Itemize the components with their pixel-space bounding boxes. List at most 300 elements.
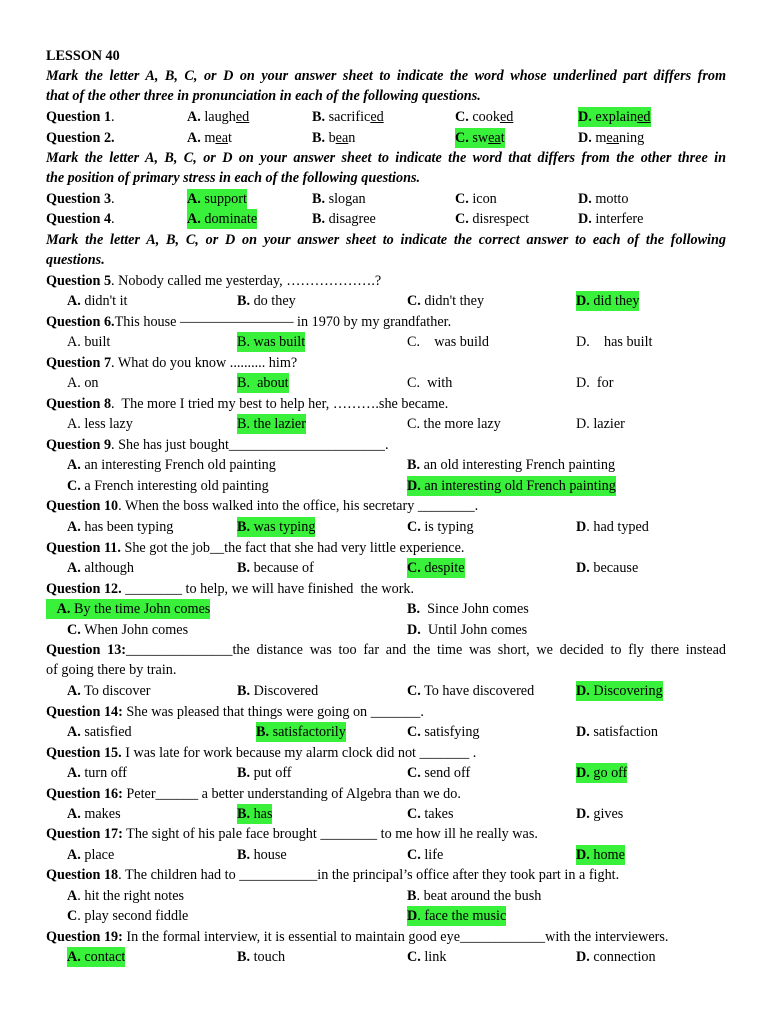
text-run: C. was build: [407, 334, 489, 350]
text-run: m: [200, 130, 216, 146]
text-run: explain: [591, 109, 638, 125]
line-text: [67, 722, 132, 742]
text-run: didn't it: [80, 293, 128, 309]
text-run: touch: [250, 949, 286, 965]
text-run: sacrific: [325, 109, 371, 125]
answer-option: [407, 620, 527, 640]
highlighted-answer: [187, 189, 247, 209]
text-line: [0, 148, 768, 168]
answer-option: [407, 599, 529, 619]
line-text: [46, 496, 478, 516]
text-run: m: [591, 130, 607, 146]
line-text: [46, 46, 120, 66]
text-run: D: [576, 519, 587, 535]
text-run: B.: [312, 191, 326, 207]
text-run: ea: [335, 130, 349, 146]
text-run: A.: [67, 293, 81, 309]
text-run: an interesting French old painting: [80, 457, 276, 473]
text-run: D. has built: [576, 334, 653, 350]
text-line: [0, 743, 768, 763]
text-run: b: [325, 130, 336, 146]
text-run: connection: [589, 949, 656, 965]
answer-option: [455, 107, 513, 127]
text-run: C.: [407, 724, 421, 740]
text-line: [0, 209, 768, 229]
text-run: Question 8: [46, 396, 112, 412]
highlighted-answer: [237, 804, 272, 824]
text-run: t: [228, 130, 232, 146]
line-text: [46, 189, 115, 209]
line-text: [46, 107, 115, 127]
text-line: [0, 640, 768, 660]
text-run: Question 6.: [46, 314, 115, 330]
text-run: C.: [67, 622, 81, 638]
text-run: cook: [468, 109, 500, 125]
text-run: B.: [312, 130, 326, 146]
highlighted-answer: [187, 209, 257, 229]
text-line: [0, 455, 768, 475]
text-run: B.: [407, 457, 421, 473]
text-run: .: [111, 191, 115, 207]
text-run: satisfactorily: [269, 724, 346, 740]
text-run: Question 19:: [46, 929, 123, 945]
text-run: ________ to help, we will have finished the work.: [121, 581, 415, 597]
line-text: [67, 476, 269, 496]
line-text: [46, 250, 105, 270]
line-text: [46, 865, 619, 885]
text-run: C.: [67, 478, 81, 494]
line-text: [46, 660, 176, 680]
line-text: [67, 906, 188, 926]
text-run: D.: [578, 109, 592, 125]
text-line: [0, 291, 768, 311]
text-run: A. built: [67, 334, 111, 350]
line-text: [67, 763, 127, 783]
text-line: [0, 784, 768, 804]
text-run: ed: [499, 109, 514, 125]
text-run: C.: [455, 191, 469, 207]
line-text: [46, 743, 476, 763]
text-run: I was late for work because my alarm clock did not _______ .: [121, 745, 477, 761]
text-line: [0, 538, 768, 558]
text-line: [0, 168, 768, 188]
text-run: Question 10: [46, 498, 119, 514]
text-run: Question 12.: [46, 581, 122, 597]
answer-option: [237, 947, 285, 967]
text-run: Question 14:: [46, 704, 123, 720]
line-text: [46, 927, 668, 947]
highlighted-answer: [576, 681, 663, 701]
text-run: B.: [237, 765, 251, 781]
line-text: [46, 230, 726, 250]
highlighted-answer: [576, 845, 625, 865]
highlighted-answer: [455, 128, 505, 148]
line-text: [67, 558, 134, 578]
text-run: B.: [237, 949, 251, 965]
line-text: [67, 620, 188, 640]
text-run: Question 2.: [46, 130, 115, 146]
answer-option: [578, 128, 644, 148]
text-line: [0, 804, 768, 824]
text-line: [0, 886, 768, 906]
text-run: B.: [237, 560, 251, 576]
text-run: A.: [187, 109, 201, 125]
text-run: support: [200, 191, 247, 207]
answer-option: [407, 845, 443, 865]
answer-option: [578, 189, 628, 209]
answer-option: [576, 373, 613, 393]
answer-option: [407, 886, 541, 906]
text-run: D. for: [576, 375, 614, 391]
text-run: Question 7: [46, 355, 112, 371]
text-line: [0, 824, 768, 844]
text-run: put off: [250, 765, 292, 781]
text-run: icon: [468, 191, 497, 207]
text-line: [0, 681, 768, 701]
answer-option: [576, 332, 652, 352]
text-run: When John comes: [80, 622, 189, 638]
text-line: [0, 394, 768, 414]
text-run: ning: [619, 130, 645, 146]
text-line: [0, 332, 768, 352]
text-line: [0, 906, 768, 926]
highlighted-answer: [46, 599, 210, 619]
answer-option: [455, 209, 529, 229]
text-run: has: [250, 806, 273, 822]
text-run: . had typed: [586, 519, 649, 535]
text-run: A.: [67, 949, 81, 965]
text-run: house: [250, 847, 287, 863]
text-run: Until John comes: [420, 622, 528, 638]
text-run: motto: [591, 191, 629, 207]
line-text: [46, 579, 414, 599]
answer-option: [407, 455, 615, 475]
highlighted-answer: [576, 763, 627, 783]
text-run: B.: [237, 293, 251, 309]
text-run: D.: [578, 130, 592, 146]
text-run: ea: [215, 130, 228, 146]
text-run: D.: [578, 191, 592, 207]
line-text: [46, 271, 381, 291]
answer-option: [312, 128, 355, 148]
text-line: [0, 189, 768, 209]
answer-option: [576, 558, 638, 578]
text-run: go off: [589, 765, 628, 781]
text-run: D.: [576, 293, 590, 309]
text-run: B.: [237, 806, 251, 822]
answer-option: [455, 189, 497, 209]
text-run: In the formal interview, it is essential to maintain good eye____________with the interviewers.: [122, 929, 669, 945]
text-run: C.: [407, 847, 421, 863]
line-text: [67, 291, 128, 311]
answer-option: [312, 209, 376, 229]
text-run: n: [348, 130, 356, 146]
answer-option: [407, 763, 470, 783]
line-text: [67, 517, 173, 537]
text-run: . play second fiddle: [77, 908, 189, 924]
line-text: [67, 681, 150, 701]
text-run: Question 5: [46, 273, 112, 289]
text-run: Question 11.: [46, 540, 121, 556]
text-run: t: [500, 130, 505, 146]
text-run: C.: [407, 519, 421, 535]
answer-option: [237, 845, 287, 865]
answer-option: [576, 414, 625, 434]
line-text: [46, 435, 389, 455]
text-run: D.: [578, 211, 592, 227]
line-text: [67, 886, 184, 906]
text-run: D.: [576, 765, 590, 781]
text-run: ed: [370, 109, 384, 125]
text-run: To have discovered: [420, 683, 535, 699]
text-run: She was pleased that things were going on _______.: [122, 704, 424, 720]
text-run: B.: [312, 211, 326, 227]
text-run: . What do you know .......... him?: [111, 355, 298, 371]
highlighted-answer: [237, 414, 306, 434]
text-run: C.: [407, 949, 421, 965]
text-run: A.: [67, 806, 81, 822]
text-run: . Nobody called me yesterday, ……………….?: [111, 273, 382, 289]
text-line: [0, 312, 768, 332]
text-line: [0, 947, 768, 967]
text-run: takes: [420, 806, 454, 822]
text-run: LESSON 40: [46, 48, 120, 64]
text-run: . She has just bought______________________.: [111, 437, 389, 453]
text-run: The sight of his pale face brought ________ to me how ill he really was.: [122, 826, 538, 842]
text-run: place: [80, 847, 115, 863]
text-run: an interesting old French painting: [420, 478, 616, 494]
text-run: sw: [468, 130, 489, 146]
text-run: C.: [407, 560, 421, 576]
answer-option: [187, 107, 249, 127]
text-run: was typing: [250, 519, 316, 535]
answer-option: [237, 558, 314, 578]
highlighted-answer: [407, 558, 465, 578]
text-run: Mark the letter A, B, C, or D on your answer sheet to indicate the correct answer to each of the following: [46, 232, 726, 248]
line-text: [46, 86, 481, 106]
text-run: C.: [455, 109, 469, 125]
text-run: B: [407, 888, 417, 904]
line-text: [46, 538, 464, 558]
text-run: life: [420, 847, 444, 863]
highlighted-answer: [256, 722, 346, 742]
text-run: gives: [589, 806, 624, 822]
text-run: A.: [67, 847, 81, 863]
text-run: Question 18: [46, 867, 119, 883]
text-run: C.: [407, 683, 421, 699]
text-line: [0, 517, 768, 537]
text-run: A.: [56, 601, 71, 617]
text-run: . hit the right notes: [77, 888, 185, 904]
line-text: [67, 845, 114, 865]
text-run: turn off: [80, 765, 128, 781]
highlighted-answer: [237, 332, 305, 352]
text-run: contact: [80, 949, 126, 965]
answer-option: [407, 291, 484, 311]
text-run: B. was built: [237, 334, 306, 350]
text-run: has been typing: [80, 519, 174, 535]
text-run: . The more I tried my best to help her, ……….she became.: [111, 396, 449, 412]
text-run: Question 16:: [46, 786, 123, 802]
text-run: Question 15.: [46, 745, 122, 761]
text-run: D.: [576, 949, 590, 965]
text-run: D.: [407, 478, 421, 494]
text-run: A. less lazy: [67, 416, 133, 432]
line-text: [46, 784, 461, 804]
text-run: Question 1: [46, 109, 112, 125]
text-run: Peter______ a better understanding of Algebra than we do.: [122, 786, 461, 802]
text-run: C. the more lazy: [407, 416, 501, 432]
text-run: Question 9: [46, 437, 112, 453]
text-run: A. on: [67, 375, 99, 391]
text-run: . face the music: [417, 908, 507, 924]
answer-option: [407, 373, 452, 393]
text-line: [0, 271, 768, 291]
text-run: Question 17:: [46, 826, 123, 842]
text-run: questions.: [46, 252, 105, 268]
text-run: D: [407, 908, 418, 924]
text-run: Mark the letter A, B, C, or D on your answer sheet to indicate the word whose underlined part differs from: [46, 68, 726, 84]
text-line: [0, 353, 768, 373]
answer-option: [407, 722, 480, 742]
text-line: [0, 86, 768, 106]
text-run: do they: [250, 293, 296, 309]
line-text: [67, 455, 276, 475]
line-text: [46, 702, 424, 722]
text-run: an old interesting French painting: [420, 457, 616, 473]
text-run: C.: [407, 293, 421, 309]
text-line: [0, 230, 768, 250]
text-run: B. the lazier: [237, 416, 306, 432]
text-line: [0, 414, 768, 434]
text-run: Question 3: [46, 191, 112, 207]
highlighted-answer: [237, 373, 289, 393]
text-line: [0, 927, 768, 947]
text-run: A.: [67, 519, 81, 535]
text-line: [0, 845, 768, 865]
text-run: satisfied: [80, 724, 132, 740]
text-run: D.: [576, 806, 590, 822]
highlighted-answer: [67, 947, 125, 967]
text-run: She got the job__the fact that she had very little experience.: [120, 540, 465, 556]
text-run: ed: [637, 109, 651, 125]
text-run: B.: [312, 109, 326, 125]
answer-option: [578, 209, 643, 229]
line-text: [67, 373, 99, 393]
text-run: Question 4: [46, 211, 112, 227]
text-run: satisfaction: [589, 724, 658, 740]
text-run: ea: [606, 130, 619, 146]
text-run: ea: [488, 130, 501, 146]
text-run: satisfying: [420, 724, 480, 740]
text-run: although: [80, 560, 134, 576]
text-run: A.: [187, 191, 201, 207]
text-run: disrespect: [468, 211, 530, 227]
answer-option: [407, 517, 474, 537]
text-run: A.: [67, 683, 81, 699]
text-run: the position of primary stress in each of the following questions.: [46, 170, 421, 186]
text-run: This house ———————— in 1970 by my grandfather.: [114, 314, 452, 330]
text-run: a French interesting old painting: [80, 478, 269, 494]
text-line: [0, 722, 768, 742]
answer-option: [407, 804, 454, 824]
text-run: A.: [187, 211, 201, 227]
text-line: [0, 599, 768, 619]
text-line: [0, 66, 768, 86]
line-text: [46, 148, 726, 168]
text-run: To discover: [80, 683, 151, 699]
text-run: A.: [67, 457, 81, 473]
text-run: interfere: [591, 211, 644, 227]
line-text: [46, 168, 420, 188]
line-text: [46, 394, 448, 414]
text-run: B.: [237, 683, 251, 699]
text-run: D.: [576, 560, 590, 576]
text-run: because of: [250, 560, 314, 576]
line-text: [67, 332, 110, 352]
line-text: [46, 353, 297, 373]
text-run: D.: [576, 847, 590, 863]
answer-option: [407, 332, 489, 352]
text-run: because: [589, 560, 639, 576]
text-run: B.: [237, 519, 251, 535]
text-run: B. about: [237, 375, 289, 391]
text-run: A.: [67, 560, 81, 576]
text-line: [0, 107, 768, 127]
text-run: C. with: [407, 375, 453, 391]
answer-option: [312, 107, 384, 127]
text-run: Since John comes: [420, 601, 529, 617]
text-run: . When the boss walked into the office, his secretary ________.: [118, 498, 479, 514]
text-run: slogan: [325, 191, 366, 207]
text-line: [0, 620, 768, 640]
highlighted-answer: [576, 291, 639, 311]
text-run: makes: [80, 806, 121, 822]
answer-option: [312, 189, 366, 209]
answer-option: [407, 681, 534, 701]
text-line: [0, 763, 768, 783]
text-run: .: [111, 109, 115, 125]
line-text: [67, 414, 133, 434]
line-text: [46, 66, 726, 86]
text-line: [0, 373, 768, 393]
text-run: D.: [407, 622, 421, 638]
line-text: [46, 128, 115, 148]
answer-option: [576, 947, 656, 967]
highlighted-answer: [578, 107, 651, 127]
line-text: [46, 209, 115, 229]
text-run: that of the other three in pronunciation in each of the following questions.: [46, 88, 481, 104]
answer-option: [407, 414, 501, 434]
text-run: B.: [237, 847, 251, 863]
text-run: B.: [256, 724, 270, 740]
highlighted-answer: [407, 476, 616, 496]
text-line: [0, 702, 768, 722]
text-run: link: [420, 949, 447, 965]
text-line: [0, 250, 768, 270]
text-run: . beat around the bush: [416, 888, 542, 904]
line-text: [46, 312, 451, 332]
text-run: C.: [455, 130, 469, 146]
text-line: [0, 46, 768, 66]
text-run: of going there by train.: [46, 662, 177, 678]
text-run: By the time John comes: [70, 601, 211, 617]
text-run: C.: [407, 806, 421, 822]
answer-option: [407, 947, 446, 967]
text-line: [0, 865, 768, 885]
text-line: [0, 558, 768, 578]
text-run: Discovered: [250, 683, 319, 699]
